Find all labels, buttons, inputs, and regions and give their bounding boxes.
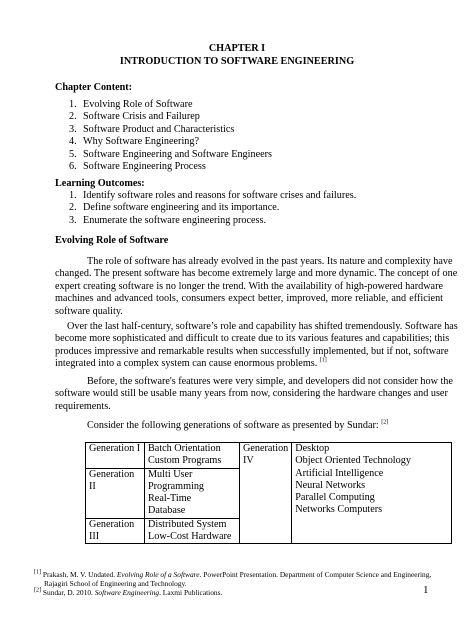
table-cell: Batch Orientation Custom Programs (145, 443, 240, 469)
footnote-2: [2] Sundar, D. 2010. Software Engineering. Laxmi Publications. (34, 587, 223, 597)
paragraph-line: changed. The present software has become extremely large and more dynamic. The concept of one (55, 268, 458, 280)
chapter-content-heading: Chapter Content: (55, 82, 133, 93)
paragraph-1 (55, 256, 458, 318)
table-cell: Generation II (86, 468, 145, 518)
page-number: 1 (423, 584, 429, 596)
list-item: 4. Why Software Engineering? (69, 136, 199, 148)
chapter-title: INTRODUCTION TO SOFTWARE ENGINEERING (119, 56, 355, 67)
footnote-ref: [1] (319, 357, 327, 364)
paragraph-2 (55, 321, 458, 371)
list-item: 1. Evolving Role of Software (69, 99, 193, 110)
table-cell: Multi User Programming Real-Time Database (145, 468, 240, 518)
paragraph-4: Consider the following generations of software as presented by Sundar: [2] (87, 419, 389, 431)
chapter-content-list (69, 99, 272, 173)
list-item: 2. Software Crisis and Failurep (69, 111, 200, 123)
paragraph-line: integrated into a complex system can cause enormous problems. [1] (55, 357, 327, 370)
section-heading: Evolving Role of Software (55, 235, 169, 246)
table-cell: Desktop Object Oriented Technology Artificial Intelligence Neural Networks Parallel Computing Networks Computers (292, 443, 452, 544)
footnote-ref: [2] (381, 419, 389, 426)
footnote-mark: [1] (34, 569, 41, 576)
learning-outcomes-list (69, 190, 356, 227)
paragraph-line: Before, the software's features were very simple, and developers did not consider how the (87, 376, 453, 387)
paragraph-line: machines and advanced tools, consumers expect better, improved, more reliable, and efficient (55, 293, 443, 305)
table-row (86, 443, 452, 469)
list-item: 6. Software Engineering Process (69, 161, 206, 173)
list-item: 2. Define software engineering and its importance. (69, 202, 280, 214)
table-cell: Generation III (86, 518, 145, 544)
paragraph-3 (55, 376, 453, 413)
paragraph-line: become more sophisticated and difficult to create due to its various features and capabilities; this (55, 333, 450, 345)
list-item: 3. Enumerate the software engineering process. (69, 214, 267, 226)
list-item: 1. Identify software roles and reasons for software crises and failures. (69, 190, 357, 201)
learning-outcomes-heading: Learning Outcomes: (55, 178, 145, 189)
footnote-1: [1] Prakash, M. V. Undated. Evolving Role of a Software. PowerPoint Presentation. Department of Computer Science and Engineering, Rajagiri School of Engineering and Technology. (34, 569, 432, 588)
paragraph-line: Over the last half-century, software’s role and capability has shifted tremendously. Software has (67, 321, 458, 332)
paragraph-line: software quality. (55, 305, 123, 317)
table-cell: Generation IV (240, 443, 292, 544)
paragraph-line: expert creating software is no longer the trend. With the availability of high-powered hardware (55, 280, 443, 292)
paragraph-line: software would still be usable many years from now, considering the hardware changes and user (55, 388, 448, 400)
chapter-label: CHAPTER I (208, 43, 266, 54)
list-item: 5. Software Engineering and Software Engineers (69, 148, 272, 160)
list-item: 3. Software Product and Characteristics (69, 123, 235, 135)
footnote-mark: [2] (34, 587, 41, 594)
generations-table (85, 442, 452, 544)
paragraph-line: produces impressive and remarkable results when successfully implemented, but if not, software (55, 345, 449, 357)
table-cell: Distributed System Low-Cost Hardware (145, 518, 240, 544)
paragraph-line: The role of software has already evolved in the past years. Its nature and complexity have (87, 256, 453, 267)
paragraph-line: requirements. (55, 400, 111, 412)
table-cell: Generation I (86, 443, 145, 469)
